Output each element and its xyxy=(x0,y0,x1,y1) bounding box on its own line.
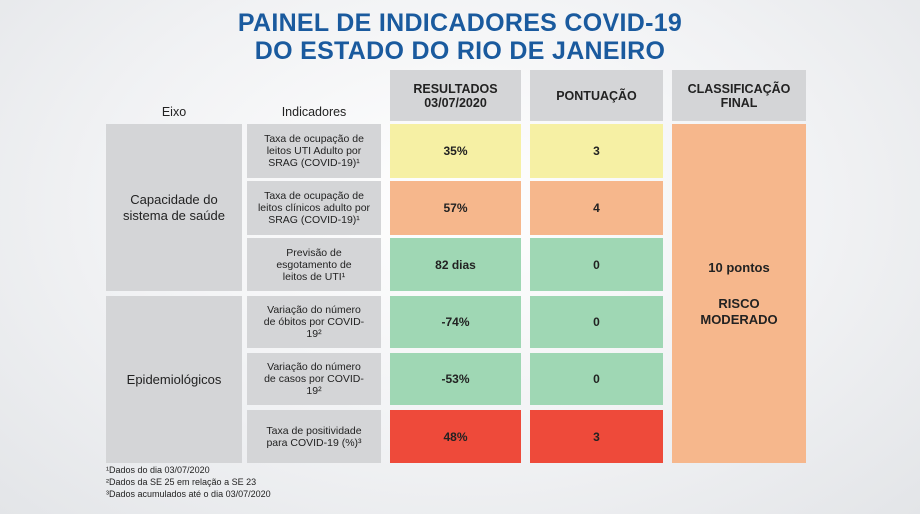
header-indicadores: Indicadores xyxy=(281,105,347,119)
indicator-positivity-rate: Taxa de positividade para COVID-19 (%)³ xyxy=(247,410,381,463)
header-classificacao: CLASSIFICAÇÃO FINAL xyxy=(672,70,806,121)
indicator-cases-variation: Variação do número de casos por COVID-19² xyxy=(247,353,381,405)
result-clinical-occupancy: 57% xyxy=(390,181,521,235)
axis-epidemiologicos: Epidemiológicos xyxy=(106,296,242,463)
final-points: 10 pontos xyxy=(708,259,770,275)
score-uti-exhaustion: 0 xyxy=(530,238,663,291)
header-eixo: Eixo xyxy=(161,105,187,119)
page-title-line-1: PAINEL DE INDICADORES COVID-19 xyxy=(237,9,683,37)
footnote-3: ³Dados acumulados até o dia 03/07/2020 xyxy=(106,489,271,499)
score-clinical-occupancy: 4 xyxy=(530,181,663,235)
header-resultados: RESULTADOS 03/07/2020 xyxy=(390,70,521,121)
score-cases-variation: 0 xyxy=(530,353,663,405)
final-classification xyxy=(672,124,806,463)
indicator-uti-exhaustion: Previsão de esgotamento de leitos de UTI¹ xyxy=(247,238,381,291)
final-risk: RISCO MODERADO xyxy=(700,295,778,327)
footnote-2: ²Dados da SE 25 em relação a SE 23 xyxy=(106,477,257,487)
score-positivity-rate: 3 xyxy=(530,410,663,463)
page-title-line-2: DO ESTADO DO RIO DE JANEIRO xyxy=(254,37,666,65)
result-uti-exhaustion: 82 dias xyxy=(390,238,521,291)
score-deaths-variation: 0 xyxy=(530,296,663,348)
indicator-uti-occupancy: Taxa de ocupação de leitos UTI Adulto por SRAG (COVID-19)¹ xyxy=(247,124,381,178)
header-pontuacao: PONTUAÇÃO xyxy=(530,70,663,121)
result-uti-occupancy: 35% xyxy=(390,124,521,178)
indicator-deaths-variation: Variação do número de óbitos por COVID-19² xyxy=(247,296,381,348)
footnote-1: ¹Dados do dia 03/07/2020 xyxy=(106,465,210,475)
result-positivity-rate: 48% xyxy=(390,410,521,463)
result-cases-variation: -53% xyxy=(390,353,521,405)
result-deaths-variation: -74% xyxy=(390,296,521,348)
axis-capacidade-saude: Capacidade do sistema de saúde xyxy=(106,124,242,291)
indicator-clinical-occupancy: Taxa de ocupação de leitos clínicos adulto por SRAG (COVID-19)¹ xyxy=(247,181,381,235)
score-uti-occupancy: 3 xyxy=(530,124,663,178)
